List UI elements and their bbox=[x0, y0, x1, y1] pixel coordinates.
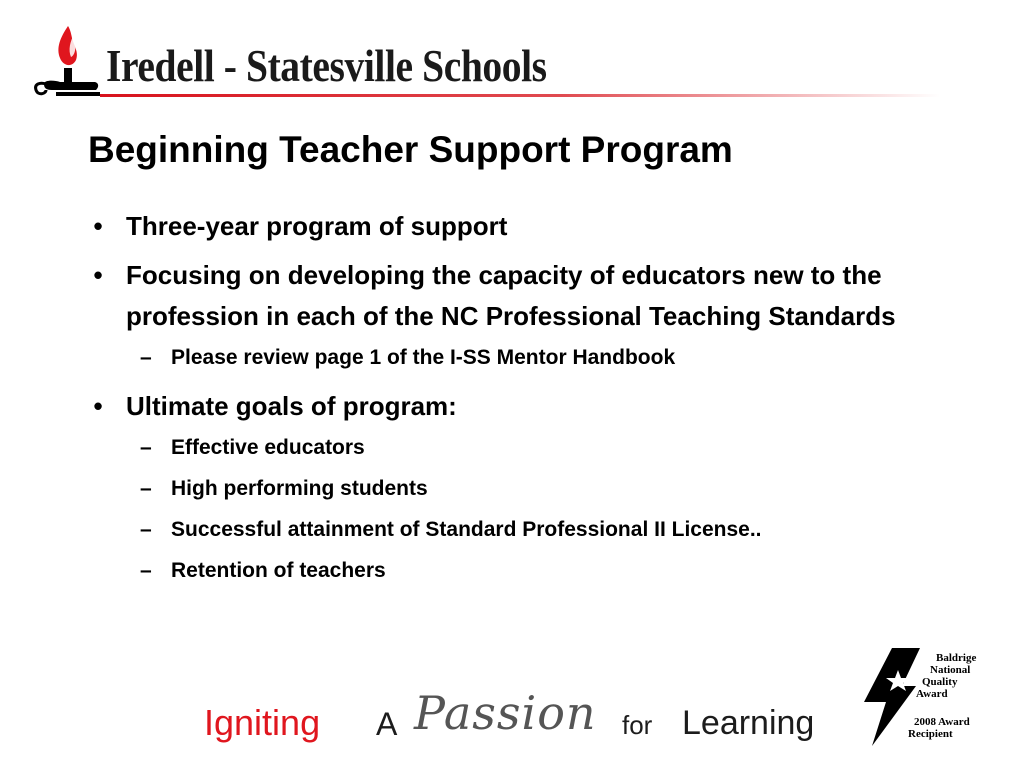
footer-tagline bbox=[200, 680, 840, 760]
lamp-of-learning-icon bbox=[30, 24, 102, 104]
sub-bullet-text: Retention of teachers bbox=[171, 559, 386, 582]
baldrige-award-badge bbox=[858, 646, 998, 750]
tagline-learning: Learning bbox=[682, 704, 815, 742]
tagline-for: for bbox=[622, 710, 653, 740]
sub-bullet-dash: – bbox=[140, 436, 152, 459]
sub-bullet-text: High performing students bbox=[171, 477, 428, 500]
sub-bullet-item bbox=[88, 427, 948, 468]
bullet-text: Three-year program of support bbox=[126, 211, 508, 241]
award-line: Quality bbox=[922, 676, 958, 688]
sub-bullet-item bbox=[88, 509, 948, 550]
award-line: Baldrige bbox=[936, 652, 977, 664]
award-line: Recipient bbox=[908, 728, 953, 740]
bullet-dot: • bbox=[93, 260, 103, 290]
bullet-dot: • bbox=[93, 391, 103, 421]
org-title: Iredell - Statesville Schools bbox=[106, 40, 547, 91]
tagline-a: A bbox=[376, 706, 398, 742]
sub-bullet-item bbox=[88, 468, 948, 509]
bullet-item bbox=[88, 206, 948, 247]
sub-bullet-dash: – bbox=[140, 477, 152, 500]
bullet-text: Ultimate goals of program: bbox=[126, 391, 457, 421]
sub-bullet-item bbox=[88, 337, 948, 378]
sub-bullet-text: Successful attainment of Standard Professional II License.. bbox=[171, 518, 762, 541]
award-line: 2008 Award bbox=[914, 716, 970, 728]
bullet-item bbox=[88, 386, 948, 427]
header-divider bbox=[100, 94, 940, 97]
sub-bullet-text: Please review page 1 of the I-SS Mentor Handbook bbox=[171, 346, 676, 369]
bullet-list bbox=[88, 206, 948, 591]
slide-title: Beginning Teacher Support Program bbox=[88, 129, 733, 170]
sub-bullet-dash: – bbox=[140, 518, 152, 541]
award-line: National bbox=[930, 664, 971, 676]
slide-header bbox=[0, 0, 1024, 110]
sub-bullet-dash: – bbox=[140, 559, 152, 582]
sub-bullet-text: Effective educators bbox=[171, 436, 365, 459]
tagline-passion: Passion bbox=[414, 686, 597, 740]
sub-bullet-dash: – bbox=[140, 346, 152, 369]
award-line: Award bbox=[916, 688, 948, 700]
bullet-dot: • bbox=[93, 211, 103, 241]
tagline-igniting: Igniting bbox=[204, 702, 321, 743]
bullet-text: Focusing on developing the capacity of educators new to the profession in each of the NC Professional Teaching Standards bbox=[126, 260, 896, 331]
bullet-item bbox=[88, 255, 948, 337]
sub-bullet-item bbox=[88, 550, 948, 591]
